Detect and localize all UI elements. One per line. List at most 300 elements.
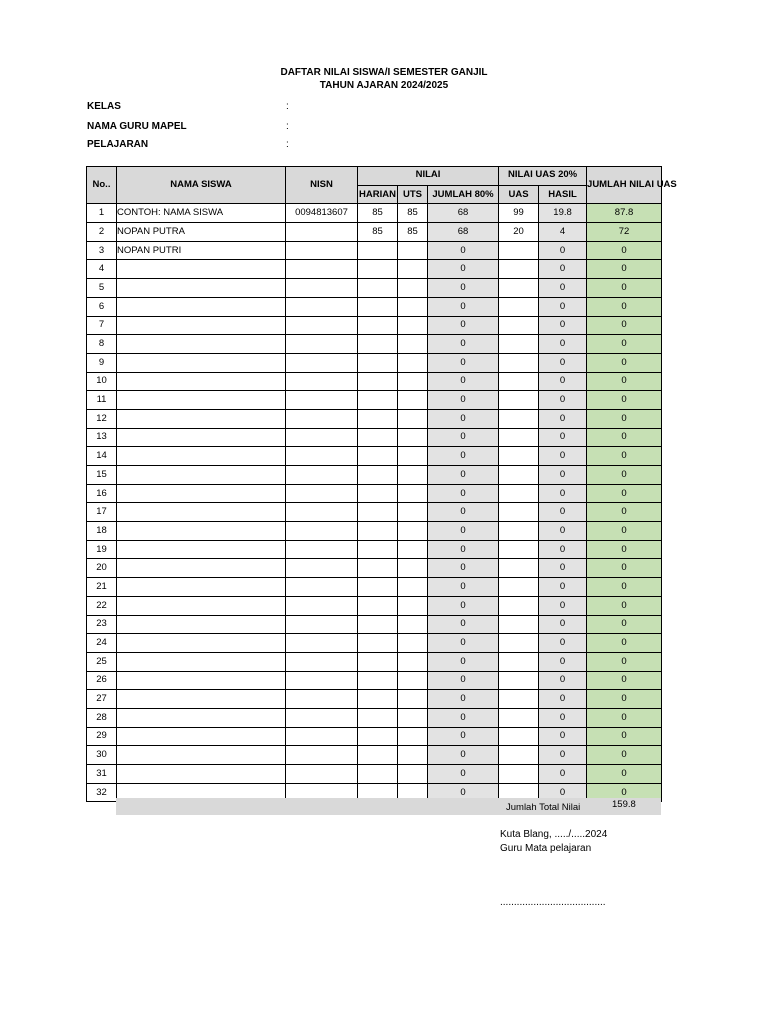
cell-uas: [499, 522, 539, 541]
cell-uas: [499, 391, 539, 410]
cell-uts: [398, 428, 428, 447]
cell-jumlah-80: 0: [428, 671, 499, 690]
cell-harian: [358, 578, 398, 597]
table-row: [87, 223, 662, 242]
cell-uas: [499, 503, 539, 522]
cell-harian: [358, 615, 398, 634]
cell-jumlah-nilai: 0: [587, 241, 662, 260]
cell-uas: [499, 447, 539, 466]
table-row: [87, 522, 662, 541]
table-row: [87, 652, 662, 671]
cell-hasil: 0: [539, 746, 587, 765]
cell-hasil: 0: [539, 578, 587, 597]
cell-nisn: [286, 652, 358, 671]
table-row: [87, 634, 662, 653]
cell-hasil: 0: [539, 297, 587, 316]
cell-uas: [499, 409, 539, 428]
cell-jumlah-nilai: 0: [587, 409, 662, 428]
cell-uts: [398, 634, 428, 653]
cell-uts: [398, 447, 428, 466]
table-row: [87, 428, 662, 447]
table-row: [87, 279, 662, 298]
cell-harian: [358, 353, 398, 372]
cell-uts: [398, 353, 428, 372]
cell-no: 8: [87, 335, 117, 354]
cell-uts: [398, 279, 428, 298]
cell-hasil: 0: [539, 391, 587, 410]
cell-nisn: [286, 297, 358, 316]
cell-jumlah-nilai: 87.8: [587, 204, 662, 223]
table-row: [87, 746, 662, 765]
total-label: Jumlah Total Nilai: [506, 802, 581, 813]
cell-jumlah-nilai: 0: [587, 484, 662, 503]
cell-uas: [499, 690, 539, 709]
cell-jumlah-nilai: 0: [587, 466, 662, 485]
cell-nisn: [286, 615, 358, 634]
table-row: [87, 540, 662, 559]
cell-jumlah-80: 0: [428, 634, 499, 653]
table-row: [87, 204, 662, 223]
cell-nisn: [286, 241, 358, 260]
cell-nama-siswa: [117, 335, 286, 354]
cell-jumlah-80: 0: [428, 652, 499, 671]
cell-nama-siswa: [117, 503, 286, 522]
cell-no: 32: [87, 783, 117, 802]
cell-nama-siswa: [117, 615, 286, 634]
cell-nisn: [286, 727, 358, 746]
cell-harian: [358, 765, 398, 784]
table-row: [87, 727, 662, 746]
cell-jumlah-80: 0: [428, 484, 499, 503]
cell-harian: [358, 428, 398, 447]
cell-harian: [358, 297, 398, 316]
cell-harian: [358, 241, 398, 260]
cell-uts: [398, 372, 428, 391]
cell-jumlah-nilai: 0: [587, 634, 662, 653]
cell-nama-siswa: [117, 391, 286, 410]
table-row: [87, 615, 662, 634]
cell-uas: [499, 279, 539, 298]
cell-uts: [398, 522, 428, 541]
header-uts: UTS: [398, 185, 428, 204]
cell-jumlah-nilai: 0: [587, 540, 662, 559]
cell-jumlah-80: 0: [428, 297, 499, 316]
cell-hasil: 0: [539, 540, 587, 559]
cell-jumlah-80: 0: [428, 783, 499, 802]
cell-hasil: 0: [539, 466, 587, 485]
cell-jumlah-nilai: 0: [587, 391, 662, 410]
cell-uas: [499, 671, 539, 690]
cell-no: 9: [87, 353, 117, 372]
cell-uas: [499, 765, 539, 784]
cell-nisn: [286, 671, 358, 690]
cell-hasil: 0: [539, 335, 587, 354]
cell-no: 29: [87, 727, 117, 746]
header-nilai-uas: NILAI UAS 20%: [499, 167, 587, 186]
cell-uas: 20: [499, 223, 539, 242]
cell-no: 10: [87, 372, 117, 391]
cell-uts: [398, 727, 428, 746]
cell-no: 18: [87, 522, 117, 541]
cell-uts: [398, 652, 428, 671]
cell-nama-siswa: [117, 297, 286, 316]
header-nama-siswa: NAMA SISWA: [117, 167, 286, 204]
cell-jumlah-80: 68: [428, 204, 499, 223]
cell-nama-siswa: [117, 746, 286, 765]
cell-hasil: 0: [539, 765, 587, 784]
cell-no: 11: [87, 391, 117, 410]
cell-no: 13: [87, 428, 117, 447]
cell-jumlah-80: 0: [428, 335, 499, 354]
cell-nama-siswa: [117, 522, 286, 541]
cell-uts: [398, 559, 428, 578]
table-row: [87, 297, 662, 316]
cell-no: 7: [87, 316, 117, 335]
table-row: [87, 391, 662, 410]
cell-nisn: [286, 409, 358, 428]
cell-hasil: 0: [539, 241, 587, 260]
cell-jumlah-80: 0: [428, 578, 499, 597]
table-row: [87, 596, 662, 615]
cell-hasil: 0: [539, 634, 587, 653]
cell-hasil: 4: [539, 223, 587, 242]
cell-uts: [398, 746, 428, 765]
cell-harian: [358, 391, 398, 410]
cell-hasil: 0: [539, 316, 587, 335]
cell-no: 19: [87, 540, 117, 559]
cell-hasil: 0: [539, 596, 587, 615]
cell-uas: [499, 596, 539, 615]
cell-jumlah-nilai: 0: [587, 316, 662, 335]
header-no: No..: [87, 167, 117, 204]
cell-hasil: 0: [539, 615, 587, 634]
cell-jumlah-nilai: 0: [587, 559, 662, 578]
cell-no: 26: [87, 671, 117, 690]
cell-nama-siswa: CONTOH: NAMA SISWA: [117, 204, 286, 223]
cell-no: 24: [87, 634, 117, 653]
cell-jumlah-nilai: 0: [587, 596, 662, 615]
table-row: [87, 241, 662, 260]
cell-hasil: 0: [539, 727, 587, 746]
cell-uas: [499, 484, 539, 503]
cell-jumlah-nilai: 0: [587, 671, 662, 690]
cell-harian: [358, 746, 398, 765]
cell-jumlah-nilai: 0: [587, 615, 662, 634]
cell-jumlah-80: 0: [428, 746, 499, 765]
table-row: [87, 765, 662, 784]
cell-nisn: [286, 447, 358, 466]
cell-uas: [499, 372, 539, 391]
cell-hasil: 0: [539, 353, 587, 372]
table-row: [87, 260, 662, 279]
cell-uas: [499, 353, 539, 372]
cell-uts: [398, 391, 428, 410]
cell-nisn: [286, 708, 358, 727]
cell-uts: 85: [398, 223, 428, 242]
cell-uas: [499, 634, 539, 653]
cell-jumlah-nilai: 0: [587, 428, 662, 447]
cell-nisn: [286, 746, 358, 765]
document-subtitle: TAHUN AJARAN 2024/2025: [319, 80, 449, 91]
table-row: [87, 447, 662, 466]
cell-nisn: 0094813607: [286, 204, 358, 223]
cell-nama-siswa: [117, 578, 286, 597]
cell-jumlah-80: 0: [428, 466, 499, 485]
cell-nisn: [286, 559, 358, 578]
cell-nama-siswa: [117, 727, 286, 746]
cell-jumlah-80: 0: [428, 540, 499, 559]
cell-uts: [398, 260, 428, 279]
cell-hasil: 0: [539, 409, 587, 428]
cell-nisn: [286, 522, 358, 541]
cell-nama-siswa: [117, 559, 286, 578]
document-title: DAFTAR NILAI SISWA/I SEMESTER GANJIL: [280, 67, 488, 78]
cell-nama-siswa: [117, 447, 286, 466]
cell-harian: [358, 727, 398, 746]
cell-uts: 85: [398, 204, 428, 223]
cell-jumlah-nilai: 0: [587, 260, 662, 279]
cell-nisn: [286, 690, 358, 709]
cell-jumlah-80: 0: [428, 690, 499, 709]
cell-uts: [398, 578, 428, 597]
cell-jumlah-80: 0: [428, 503, 499, 522]
cell-harian: [358, 279, 398, 298]
table-row: [87, 690, 662, 709]
cell-nisn: [286, 316, 358, 335]
cell-harian: 85: [358, 223, 398, 242]
cell-jumlah-nilai: 0: [587, 335, 662, 354]
cell-no: 4: [87, 260, 117, 279]
cell-jumlah-80: 0: [428, 279, 499, 298]
table-row: [87, 503, 662, 522]
cell-jumlah-nilai: 0: [587, 652, 662, 671]
signature-line: ......................................: [500, 897, 606, 908]
cell-no: 12: [87, 409, 117, 428]
cell-nama-siswa: [117, 279, 286, 298]
cell-nisn: [286, 223, 358, 242]
cell-jumlah-80: 0: [428, 316, 499, 335]
table-row: [87, 578, 662, 597]
cell-no: 20: [87, 559, 117, 578]
cell-harian: [358, 466, 398, 485]
cell-uas: [499, 260, 539, 279]
cell-uts: [398, 335, 428, 354]
cell-jumlah-80: 0: [428, 372, 499, 391]
cell-nama-siswa: [117, 652, 286, 671]
cell-nama-siswa: [117, 428, 286, 447]
cell-uas: [499, 746, 539, 765]
cell-harian: [358, 652, 398, 671]
cell-no: 21: [87, 578, 117, 597]
cell-harian: [358, 634, 398, 653]
cell-no: 27: [87, 690, 117, 709]
cell-no: 15: [87, 466, 117, 485]
cell-uas: [499, 708, 539, 727]
cell-uts: [398, 690, 428, 709]
cell-jumlah-80: 0: [428, 447, 499, 466]
cell-nama-siswa: [117, 353, 286, 372]
cell-uts: [398, 671, 428, 690]
cell-nisn: [286, 765, 358, 784]
cell-jumlah-nilai: 0: [587, 746, 662, 765]
cell-uts: [398, 615, 428, 634]
cell-uas: [499, 727, 539, 746]
cell-nisn: [286, 428, 358, 447]
signature-role: Guru Mata pelajaran: [500, 843, 592, 854]
cell-no: 5: [87, 279, 117, 298]
table-row: [87, 335, 662, 354]
cell-uts: [398, 241, 428, 260]
cell-uas: [499, 540, 539, 559]
cell-nama-siswa: [117, 372, 286, 391]
cell-uas: [499, 615, 539, 634]
cell-no: 31: [87, 765, 117, 784]
cell-jumlah-nilai: 0: [587, 765, 662, 784]
cell-hasil: 0: [539, 484, 587, 503]
cell-nisn: [286, 372, 358, 391]
table-row: [87, 484, 662, 503]
cell-nama-siswa: [117, 409, 286, 428]
cell-no: 6: [87, 297, 117, 316]
cell-no: 16: [87, 484, 117, 503]
cell-uts: [398, 596, 428, 615]
cell-no: 30: [87, 746, 117, 765]
cell-jumlah-80: 0: [428, 727, 499, 746]
cell-jumlah-nilai: 0: [587, 522, 662, 541]
cell-nisn: [286, 596, 358, 615]
cell-uas: [499, 428, 539, 447]
cell-nisn: [286, 353, 358, 372]
cell-jumlah-nilai: 0: [587, 297, 662, 316]
cell-jumlah-nilai: 0: [587, 447, 662, 466]
cell-hasil: 0: [539, 783, 587, 802]
table-row: [87, 559, 662, 578]
cell-harian: [358, 540, 398, 559]
cell-jumlah-80: 0: [428, 559, 499, 578]
meta-label-kelas: KELAS: [87, 101, 121, 112]
cell-harian: [358, 316, 398, 335]
cell-jumlah-nilai: 72: [587, 223, 662, 242]
cell-hasil: 0: [539, 671, 587, 690]
cell-jumlah-nilai: 0: [587, 372, 662, 391]
cell-hasil: 0: [539, 279, 587, 298]
grades-table: [86, 166, 677, 802]
cell-jumlah-nilai: 0: [587, 279, 662, 298]
cell-jumlah-80: 0: [428, 409, 499, 428]
cell-uts: [398, 409, 428, 428]
cell-hasil: 0: [539, 428, 587, 447]
cell-hasil: 0: [539, 559, 587, 578]
cell-nama-siswa: NOPAN PUTRA: [117, 223, 286, 242]
cell-nama-siswa: [117, 484, 286, 503]
cell-no: 2: [87, 223, 117, 242]
cell-jumlah-nilai: 0: [587, 783, 662, 802]
total-value: 159.8: [612, 799, 636, 810]
table-row: [87, 466, 662, 485]
cell-nisn: [286, 335, 358, 354]
cell-jumlah-nilai: 0: [587, 727, 662, 746]
cell-harian: 85: [358, 204, 398, 223]
cell-jumlah-80: 0: [428, 522, 499, 541]
cell-hasil: 0: [539, 690, 587, 709]
table-row: [87, 316, 662, 335]
cell-uas: [499, 297, 539, 316]
cell-jumlah-80: 0: [428, 260, 499, 279]
meta-colon-pelajaran: :: [286, 139, 289, 150]
cell-nisn: [286, 540, 358, 559]
cell-uts: [398, 297, 428, 316]
cell-harian: [358, 447, 398, 466]
cell-harian: [358, 522, 398, 541]
cell-no: 28: [87, 708, 117, 727]
header-hasil: HASIL: [539, 185, 587, 204]
meta-label-guru: NAMA GURU MAPEL: [87, 121, 187, 132]
cell-nama-siswa: [117, 765, 286, 784]
cell-harian: [358, 690, 398, 709]
cell-nama-siswa: NOPAN PUTRI: [117, 241, 286, 260]
meta-colon-guru: :: [286, 121, 289, 132]
cell-nisn: [286, 391, 358, 410]
cell-hasil: 0: [539, 522, 587, 541]
meta-label-pelajaran: PELAJARAN: [87, 139, 149, 150]
cell-hasil: 0: [539, 447, 587, 466]
cell-harian: [358, 596, 398, 615]
cell-jumlah-nilai: 0: [587, 708, 662, 727]
cell-uas: [499, 316, 539, 335]
cell-nisn: [286, 466, 358, 485]
cell-jumlah-nilai: 0: [587, 578, 662, 597]
cell-jumlah-80: 0: [428, 708, 499, 727]
cell-uts: [398, 708, 428, 727]
cell-uas: [499, 241, 539, 260]
header-jumlah-80: JUMLAH 80%: [428, 185, 499, 204]
table-row: [87, 353, 662, 372]
cell-nama-siswa: [117, 596, 286, 615]
cell-nama-siswa: [117, 708, 286, 727]
cell-hasil: 0: [539, 372, 587, 391]
cell-nama-siswa: [117, 540, 286, 559]
cell-jumlah-80: 0: [428, 765, 499, 784]
cell-uas: 99: [499, 204, 539, 223]
cell-no: 3: [87, 241, 117, 260]
cell-hasil: 19.8: [539, 204, 587, 223]
meta-colon-kelas: :: [286, 101, 289, 112]
cell-jumlah-80: 0: [428, 241, 499, 260]
cell-harian: [358, 503, 398, 522]
cell-uts: [398, 503, 428, 522]
cell-no: 23: [87, 615, 117, 634]
cell-harian: [358, 409, 398, 428]
table-row: [87, 708, 662, 727]
cell-nisn: [286, 503, 358, 522]
header-uas: UAS: [499, 185, 539, 204]
cell-uts: [398, 484, 428, 503]
cell-harian: [358, 260, 398, 279]
cell-jumlah-nilai: 0: [587, 353, 662, 372]
cell-nisn: [286, 260, 358, 279]
cell-nama-siswa: [117, 260, 286, 279]
header-harian: HARIAN: [358, 185, 398, 204]
cell-harian: [358, 559, 398, 578]
cell-nama-siswa: [117, 671, 286, 690]
cell-nisn: [286, 634, 358, 653]
header-nisn: NISN: [286, 167, 358, 204]
cell-no: 25: [87, 652, 117, 671]
cell-nama-siswa: [117, 466, 286, 485]
cell-hasil: 0: [539, 708, 587, 727]
cell-nama-siswa: [117, 690, 286, 709]
cell-uas: [499, 578, 539, 597]
